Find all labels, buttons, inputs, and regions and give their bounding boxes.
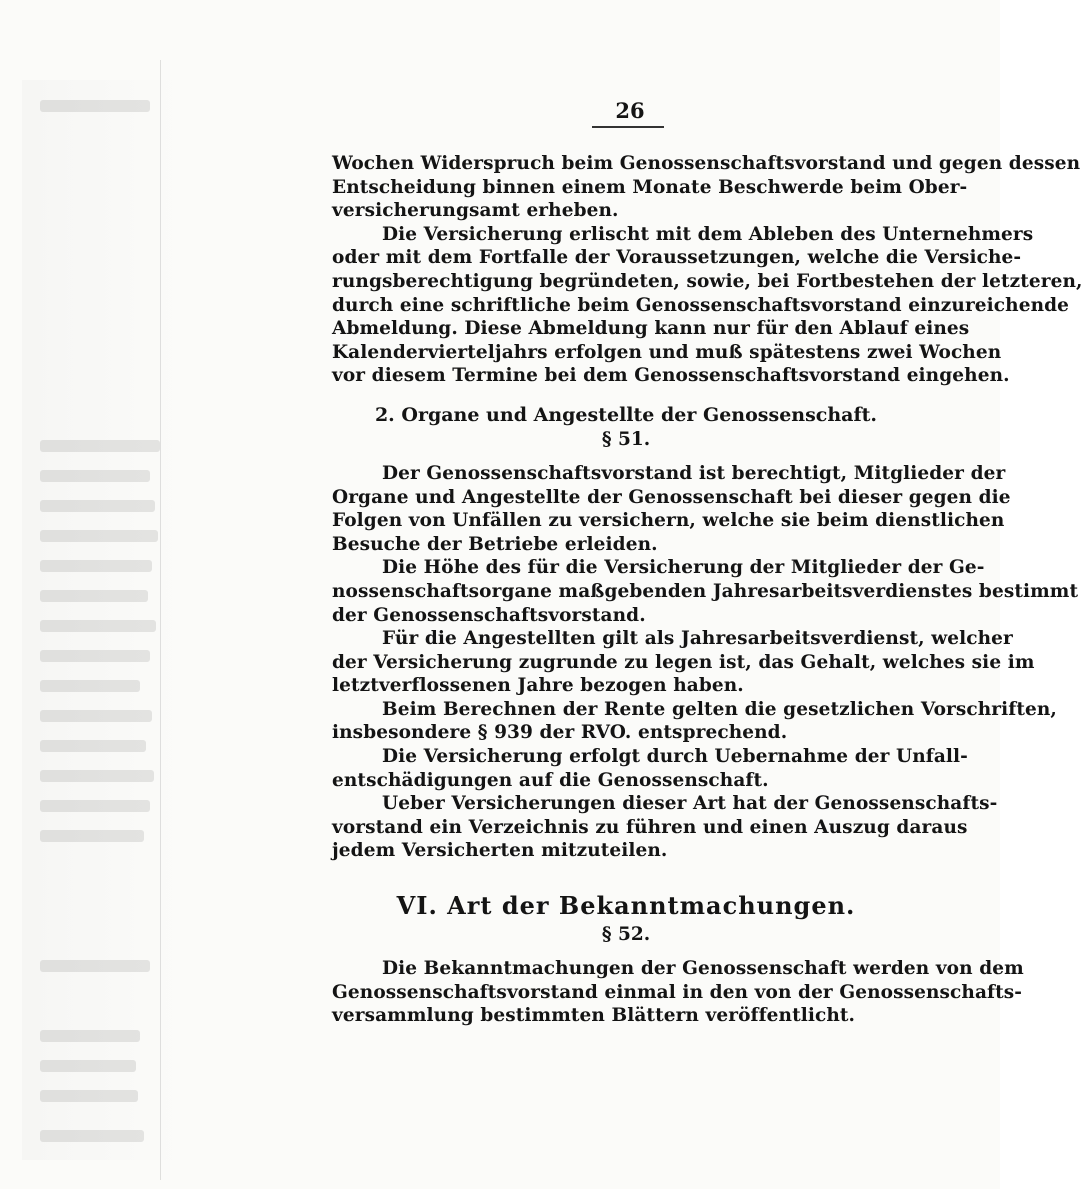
paragraph-first-line: Die Bekanntmachungen der Genossenschaft werden von dem <box>382 958 1024 980</box>
bleed-through-mark <box>40 770 154 782</box>
text-line: Abmeldung. Diese Abmeldung kann nur für den Ablauf eines <box>332 318 970 340</box>
text-line: Folgen von Unfällen zu versichern, welche sie beim dienstlichen <box>332 510 1005 532</box>
text-line: nossenschaftsorgane maßgebenden Jahresarbeitsverdienstes bestimmt <box>332 580 1079 602</box>
paragraph-last-line: Besuche der Betriebe erleiden. <box>332 533 658 555</box>
text-line: Organe und Angestellte der Genossenschaft bei dieser gegen die <box>332 486 1011 508</box>
page-number: 26 <box>615 98 645 123</box>
bleed-through-mark <box>40 100 150 112</box>
text-line: vorstand ein Verzeichnis zu führen und einen Auszug daraus <box>332 816 968 838</box>
chapter-heading: VI. Art der Bekanntmachungen. <box>396 891 856 921</box>
page-fold-shadow <box>160 60 161 1180</box>
bleed-through-mark <box>40 960 150 972</box>
bleed-through-mark <box>40 1130 144 1142</box>
bleed-through-mark <box>40 470 150 482</box>
paragraph-last-line: entschädigungen auf die Genossenschaft. <box>332 769 769 791</box>
body-text <box>332 152 1083 1028</box>
section-subheading: 2. Organe und Angestellte der Genossenschaft. <box>374 403 878 426</box>
bleed-through-mark <box>40 800 150 812</box>
bleed-through-mark <box>40 440 160 452</box>
text-line: durch eine schriftliche beim Genossenschaftsvorstand einzureichende <box>332 294 1070 316</box>
paragraph-number: § 51. <box>601 428 651 450</box>
bleed-through-mark <box>40 560 152 572</box>
bleed-through-mark <box>40 1060 136 1072</box>
text-line: Genossenschaftsvorstand einmal in den von der Genossenschafts- <box>332 981 1023 1003</box>
bleed-through-mark <box>40 680 140 692</box>
paragraph-first-line: Die Höhe des für die Versicherung der Mitglieder der Ge- <box>382 557 985 579</box>
paragraph-first-line: Die Versicherung erlischt mit dem Ableben des Unternehmers <box>382 223 1034 245</box>
page-number-rule <box>592 126 664 128</box>
paragraph-first-line: Die Versicherung erfolgt durch Uebernahme der Unfall- <box>382 746 968 768</box>
text-line: oder mit dem Fortfalle der Voraussetzungen, welche die Versiche- <box>332 247 1022 269</box>
bleed-through-mark <box>40 530 158 542</box>
bleed-through-mark <box>40 740 146 752</box>
paragraph-last-line: jedem Versicherten mitzuteilen. <box>332 840 668 862</box>
bleed-through-mark <box>40 830 144 842</box>
text-line: der Versicherung zugrunde zu legen ist, das Gehalt, welches sie im <box>332 651 1035 673</box>
text-line: rungsberechtigung begründeten, sowie, bei Fortbestehen der letzteren, <box>332 270 1083 292</box>
text-line: Wochen Widerspruch beim Genossenschaftsvorstand und gegen dessen <box>332 153 1081 174</box>
bleed-through-mark <box>40 590 148 602</box>
paragraph-last-line: letztverflossenen Jahre bezogen haben. <box>332 675 744 697</box>
text-line: Entscheidung binnen einem Monate Beschwerde beim Ober- <box>332 176 968 198</box>
paragraph-first-line: Der Genossenschaftsvorstand ist berechtigt, Mitglieder der <box>382 462 1006 484</box>
paragraph-first-line: Für die Angestellten gilt als Jahresarbeitsverdienst, welcher <box>382 628 1013 650</box>
paragraph-first-line: Ueber Versicherungen dieser Art hat der Genossenschafts- <box>382 793 998 815</box>
bleed-through-mark <box>40 620 156 632</box>
paragraph-last-line: versicherungsamt erheben. <box>332 200 619 222</box>
paragraph-number: § 52. <box>601 924 651 946</box>
paragraph-first-line: Beim Berechnen der Rente gelten die gesetzlichen Vorschriften, <box>382 698 1057 720</box>
bleed-through-mark <box>40 710 152 722</box>
paragraph-last-line: der Genossenschaftsvorstand. <box>332 604 646 626</box>
paragraph-last-line: vor diesem Termine bei dem Genossenschaftsvorstand eingehen. <box>332 365 1010 387</box>
bleed-through-mark <box>40 500 155 512</box>
bleed-through-mark <box>40 1090 138 1102</box>
paragraph-last-line: versammlung bestimmten Blättern veröffentlicht. <box>332 1005 856 1027</box>
paragraph-last-line: insbesondere § 939 der RVO. entsprechend. <box>332 722 788 744</box>
text-line: Kalendervierteljahrs erfolgen und muß spätestens zwei Wochen <box>332 341 1002 363</box>
bleed-through-mark <box>40 1030 140 1042</box>
bleed-through-mark <box>40 650 150 662</box>
